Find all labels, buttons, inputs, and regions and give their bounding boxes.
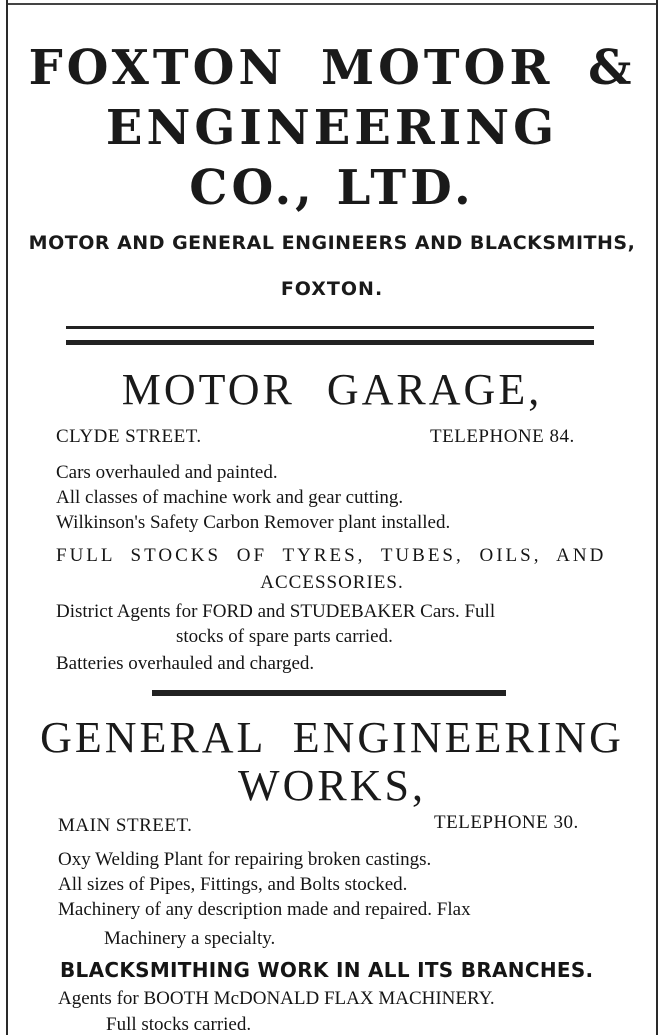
works-line: Agents for BOOTH McDONALD FLAX MACHINERY. [58, 988, 495, 1009]
divider-thick [66, 340, 594, 345]
company-subtitle: MOTOR AND GENERAL ENGINEERS AND BLACKSMITHS, [28, 232, 636, 254]
garage-stocks-line: FULL STOCKS OF TYRES, TUBES, OILS, AND [56, 545, 607, 566]
garage-line: stocks of spare parts carried. [176, 626, 393, 647]
garage-line: Cars overhauled and painted. [56, 462, 278, 483]
garage-line: All classes of machine work and gear cutting. [56, 487, 404, 508]
company-name-line-2: ENGINEERING [105, 100, 559, 156]
works-title-line-2: WORKS, [238, 761, 426, 810]
garage-line: Wilkinson's Safety Carbon Remover plant installed. [56, 512, 451, 533]
works-line: Oxy Welding Plant for repairing broken castings. [58, 849, 432, 870]
garage-telephone: TELEPHONE 84. [430, 426, 575, 447]
garage-street: CLYDE STREET. [56, 426, 202, 447]
works-telephone: TELEPHONE 30. [434, 812, 579, 833]
works-line: Machinery a specialty. [104, 928, 276, 949]
garage-line: District Agents for FORD and STUDEBAKER Cars. Full [56, 601, 496, 622]
divider-thin [66, 326, 594, 329]
blacksmithing-heading: BLACKSMITHING WORK IN ALL ITS BRANCHES. [60, 958, 594, 982]
section-divider [152, 690, 506, 696]
company-name-line-1: FOXTON MOTOR & [28, 40, 636, 96]
works-line: Full stocks carried. [106, 1014, 252, 1035]
garage-accessories-line: ACCESSORIES. [260, 572, 404, 593]
garage-title: MOTOR GARAGE, [121, 365, 543, 414]
top-border [6, 3, 658, 5]
works-street: MAIN STREET. [58, 815, 193, 836]
works-line: All sizes of Pipes, Fittings, and Bolts stocked. [58, 874, 408, 895]
garage-line: Batteries overhauled and charged. [56, 653, 315, 674]
company-name-line-3: CO., LTD. [189, 160, 475, 216]
works-title-line-1: GENERAL ENGINEERING [40, 713, 624, 762]
company-town: FOXTON. [280, 278, 384, 300]
works-line: Machinery of any description made and repaired. Flax [58, 899, 471, 920]
